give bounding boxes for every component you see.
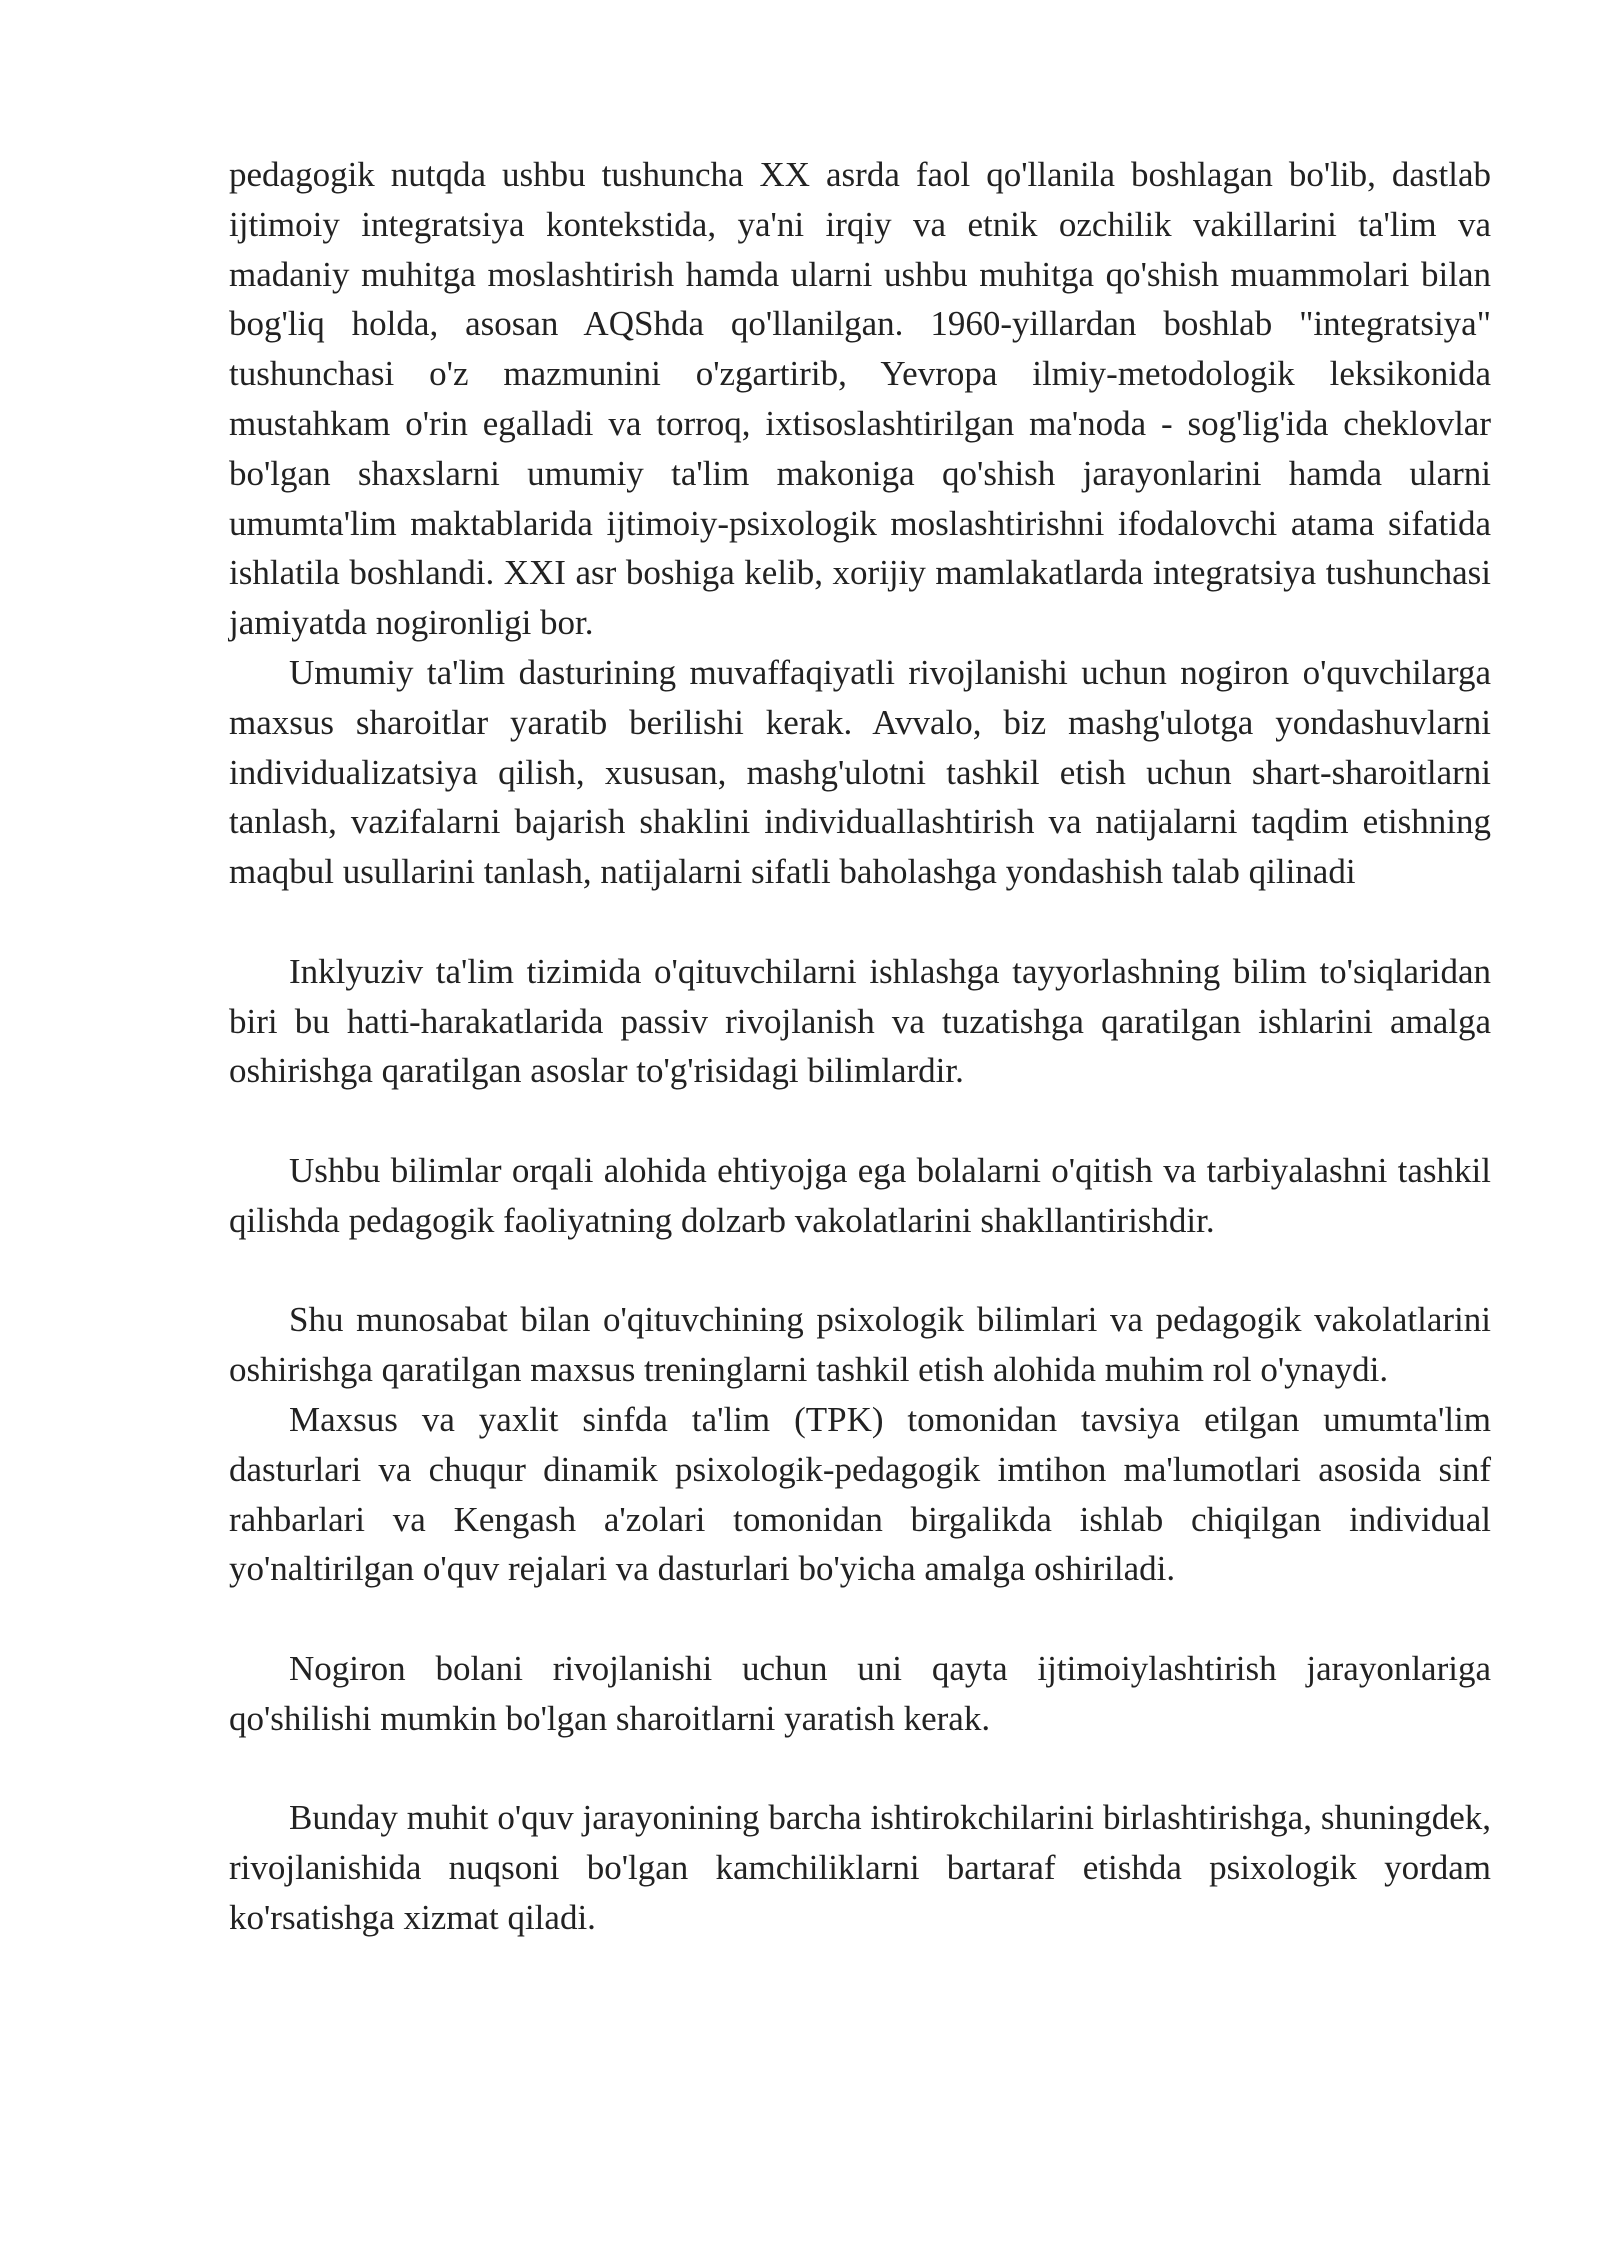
- paragraph-general-education: Umumiy ta'lim dasturining muvaffaqiyatli rivojlanishi uchun nogiron o'quvchilarga maxsus sharoitlar yaratib berilishi kerak. Avvalo, biz mashg'ulotga yondashuvlarni individualizatsiya qilish, xususan, mashg'ulotni tashkil etish uchun shart-sharoitlarni tanlash, vazifalarni bajarish shaklini individuallashtirish va natijalarni taqdim etishning maqbul usullarini tanlash, natijalarni sifatli baholashga yondashish talab qilinadi: [229, 652, 1491, 892]
- paragraph-inclusive-education: Inklyuziv ta'lim tizimida o'qituvchilarni ishlashga tayyorlashning bilim to'siqlaridan biri bu hatti-harakatlarida passiv rivojlanish va tuzatishga qaratilgan ishlarini amalga oshirishga qaratilgan asoslar to'g'risidagi bilimlardir.: [229, 951, 1491, 1091]
- paragraph-conditions: Nogiron bolani rivojlanishi uchun uni qayta ijtimoiylashtirish jarayonlariga qo'shilishi mumkin bo'lgan sharoitlarni yaratish kerak.: [229, 1648, 1491, 1738]
- document-page: [229, 150, 1491, 1943]
- paragraph-environment: Bunday muhit o'quv jarayonining barcha ishtirokchilarini birlashtirishga, shuningdek, rivojlanishida nuqsoni bo'lgan kamchiliklarni bartaraf etishda psixologik yordam ko'rsatishga xizmat qiladi.: [229, 1798, 1491, 1937]
- paragraph-programs: Maxsus va yaxlit sinfda ta'lim (TPK) tomonidan tavsiya etilgan umumta'lim dasturlari va chuqur dinamik psixologik-pedagogik imtihon ma'lumotlari asosida sinf rahbarlari va Kengash a'zolari tomonidan birgalikda ishlab chiqilgan individual yo'naltirilgan o'quv rejalari va dasturlari bo'yicha amalga oshiriladi.: [229, 1399, 1491, 1589]
- paragraph-training: Shu munosabat bilan o'qituvchining psixologik bilimlari va pedagogik vakolatlarini oshirishga qaratilgan maxsus treninglarni tashkil etish alohida muhim rol o'ynaydi.: [229, 1300, 1491, 1390]
- paragraph-knowledge: Ushbu bilimlar orqali alohida ehtiyojga ega bolalarni o'qitish va tarbiyalashni tashkil qilishda pedagogik faoliyatning dolzarb vakolatlarini shakllantirishdir.: [229, 1150, 1491, 1240]
- paragraph-continuation: pedagogik nutqda ushbu tushuncha XX asrda faol qo'llanila boshlagan bo'lib, dastlab ijtimoiy integratsiya kontekstida, ya'ni irqiy va etnik ozchilik vakillarini ta'lim va madaniy muhitga moslashtirish hamda ularni ushbu muhitga qo'shish muammolari bilan bog'liq holda, asosan AQShda qo'llanilgan. 1960-yillardan boshlab "integratsiya" tushunchasi o'z mazmunini o'zgartirib, Yevropa ilmiy-metodologik leksikonida mustahkam o'rin egalladi va torroq, ixtisoslashtirilgan ma'noda - sog'lig'ida cheklovlar bo'lgan shaxslarni umumiy ta'lim makoniga qo'shish jarayonlarini hamda ularni umumta'lim maktablarida ijtimoiy-psixologik moslashtirishni ifodalovchi atama sifatida ishlatila boshlandi. XXI asr boshiga kelib, xorijiy mamlakatlarda integratsiya tushunchasi jamiyatda nogironligi bor.: [229, 155, 1491, 643]
